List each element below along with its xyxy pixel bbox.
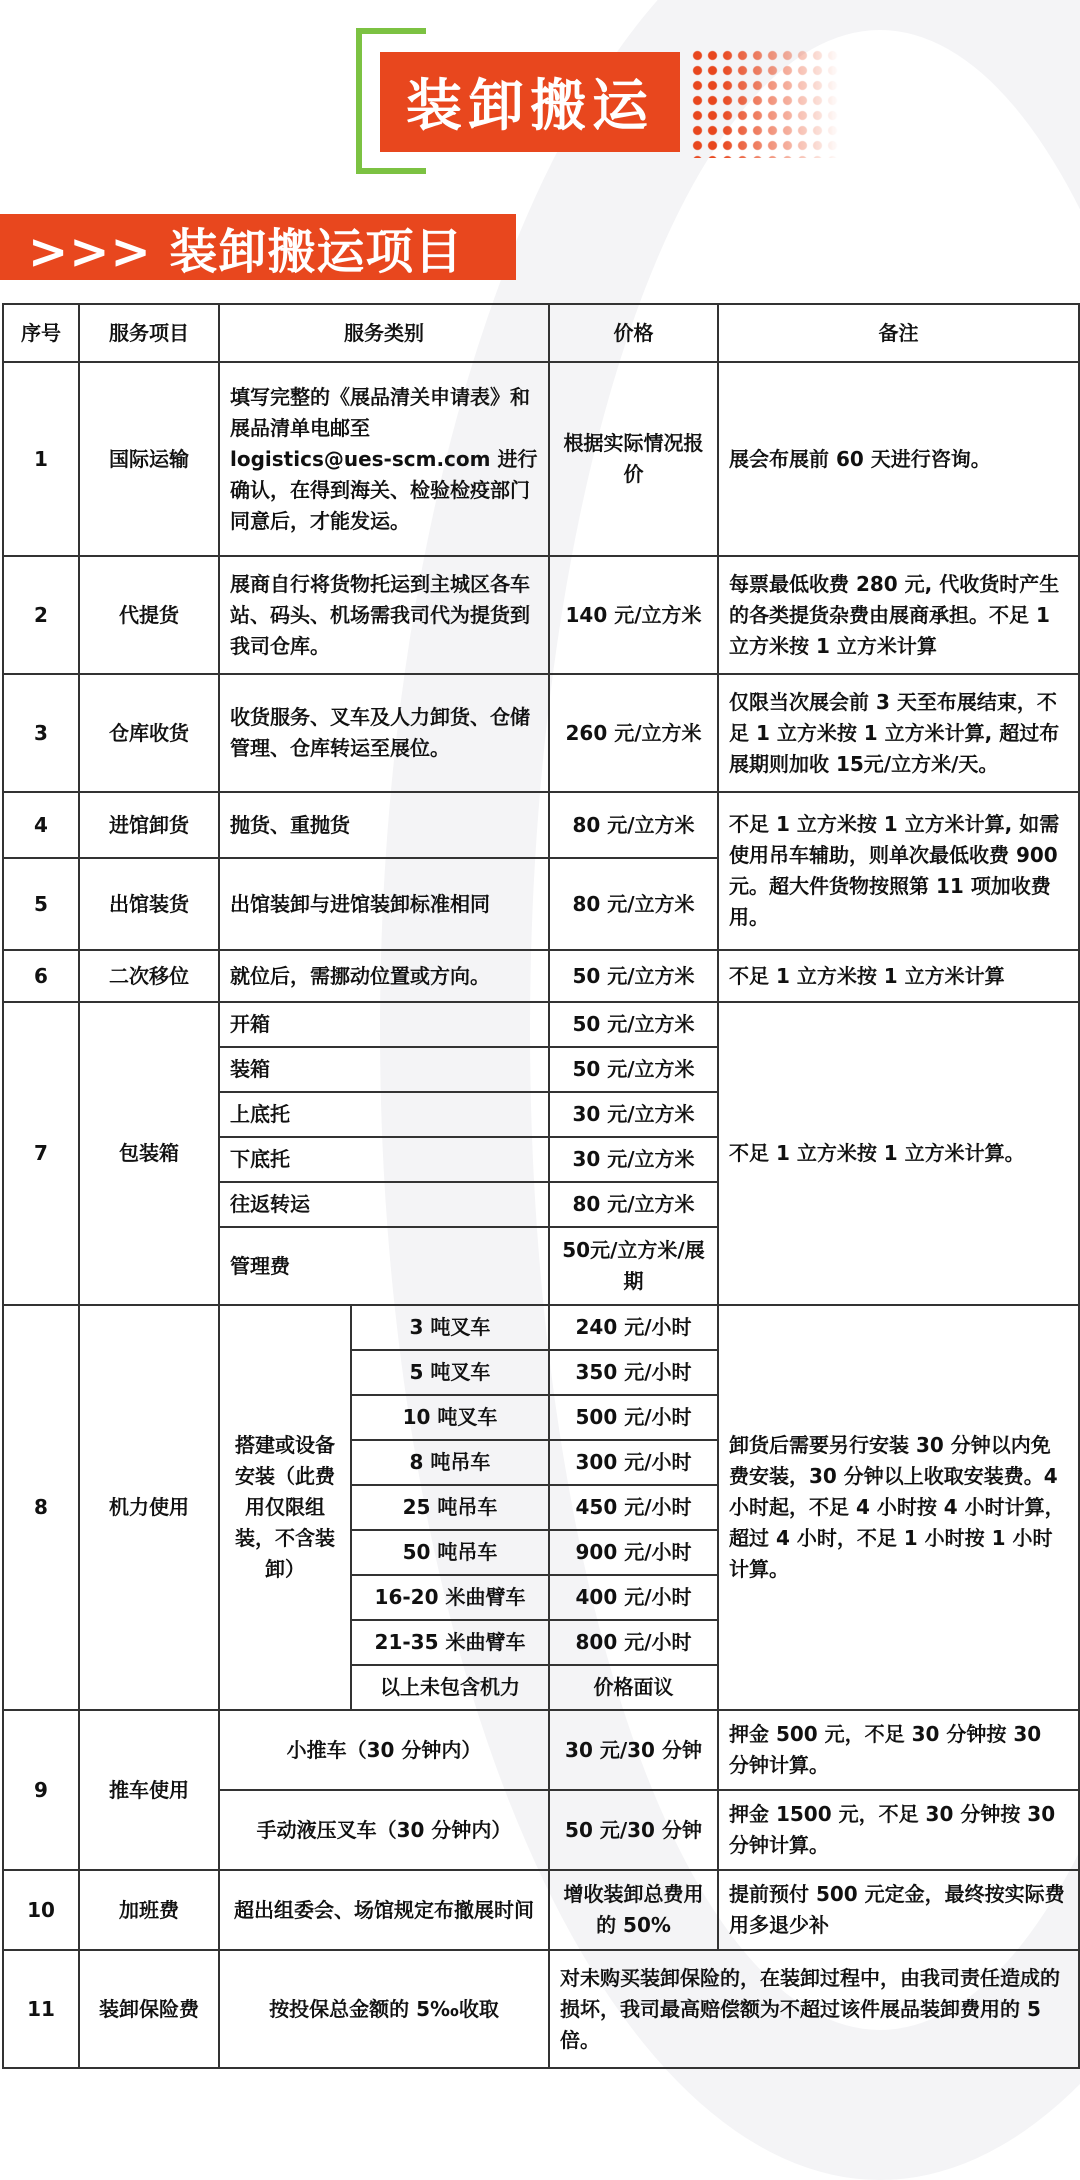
sub-item-price: 30 元/立方米 (549, 1137, 718, 1182)
row-category: 展商自行将货物托运到主城区各车站、码头、机场需我司代为提货到我司仓库。 (219, 556, 549, 674)
row-note: 对未购买装卸保险的，在装卸过程中，由我司责任造成的损坏，我司最高赔偿额为不超过该件展品装卸费用的 5 倍。 (549, 1950, 1079, 2068)
table-row (3, 674, 1079, 792)
table-row (3, 1950, 1079, 2068)
row-no: 7 (3, 1002, 79, 1305)
sub-item-name: 10 吨叉车 (351, 1395, 549, 1440)
row-no: 2 (3, 556, 79, 674)
row-item: 国际运输 (79, 362, 219, 556)
sub-item-note: 押金 500 元，不足 30 分钟按 30 分钟计算。 (718, 1710, 1079, 1790)
sub-item-name: 8 吨吊车 (351, 1440, 549, 1485)
sub-item-price: 30 元/30 分钟 (549, 1710, 718, 1790)
sub-item-name: 手动液压叉车（30 分钟内） (219, 1790, 549, 1870)
sub-item-price: 450 元/小时 (549, 1485, 718, 1530)
row-price: 80 元/立方米 (549, 792, 718, 858)
page-header (0, 0, 1080, 190)
row-no: 3 (3, 674, 79, 792)
col-header-price: 价格 (549, 304, 718, 362)
sub-item-price: 80 元/立方米 (549, 1182, 718, 1227)
sub-item-name: 上底托 (219, 1092, 549, 1137)
row-item: 加班费 (79, 1870, 219, 1950)
sub-item-name: 开箱 (219, 1002, 549, 1047)
sub-item-name: 下底托 (219, 1137, 549, 1182)
row-note: 每票最低收费 280 元, 代收货时产生的各类提货杂费由展商承担。不足 1 立方米按 1 立方米计算 (718, 556, 1079, 674)
row-item: 仓库收货 (79, 674, 219, 792)
row-note: 展会布展前 60 天进行咨询。 (718, 362, 1079, 556)
sub-item-name: 以上未包含机力 (351, 1665, 549, 1710)
sub-item-price: 240 元/小时 (549, 1305, 718, 1350)
table-row (3, 362, 1079, 556)
table-row (3, 950, 1079, 1002)
row-note: 提前预付 500 元定金，最终按实际费用多退少补 (718, 1870, 1079, 1950)
row-item: 出馆装货 (79, 858, 219, 950)
col-header-category: 服务类别 (219, 304, 549, 362)
row-price: 50 元/立方米 (549, 950, 718, 1002)
sub-item-price: 30 元/立方米 (549, 1092, 718, 1137)
dot-pattern-decoration (690, 48, 840, 158)
section-title: >>> 装卸搬运项目 (0, 214, 516, 280)
sub-item-price: 350 元/小时 (549, 1350, 718, 1395)
sub-item-name: 装箱 (219, 1047, 549, 1092)
row-item: 推车使用 (79, 1710, 219, 1870)
row-price: 140 元/立方米 (549, 556, 718, 674)
sub-item-price: 500 元/小时 (549, 1395, 718, 1440)
row-category: 出馆装卸与进馆装卸标准相同 (219, 858, 549, 950)
sub-item-note: 押金 1500 元，不足 30 分钟按 30 分钟计算。 (718, 1790, 1079, 1870)
row-price: 增收装卸总费用的 50% (549, 1870, 718, 1950)
row-category: 收货服务、叉车及人力卸货、仓储管理、仓库转运至展位。 (219, 674, 549, 792)
sub-item-price: 50 元/立方米 (549, 1002, 718, 1047)
sub-item-name: 50 吨吊车 (351, 1530, 549, 1575)
col-header-note: 备注 (718, 304, 1079, 362)
table-row (3, 792, 1079, 858)
row-note: 仅限当次展会前 3 天至布展结束，不足 1 立方米按 1 立方米计算, 超过布展期则加收 15元/立方米/天。 (718, 674, 1079, 792)
sub-item-name: 5 吨叉车 (351, 1350, 549, 1395)
sub-item-price: 50 元/30 分钟 (549, 1790, 718, 1870)
row-category: 就位后，需挪动位置或方向。 (219, 950, 549, 1002)
page-title: 装卸搬运 (380, 52, 680, 152)
row-item: 包装箱 (79, 1002, 219, 1305)
col-header-item: 服务项目 (79, 304, 219, 362)
col-header-no: 序号 (3, 304, 79, 362)
sub-item-price: 400 元/小时 (549, 1575, 718, 1620)
sub-item-name: 小推车（30 分钟内） (219, 1710, 549, 1790)
table-row (3, 1870, 1079, 1950)
price-table (2, 303, 1080, 2069)
table-row (3, 1305, 1079, 1350)
sub-item-name: 往返转运 (219, 1182, 549, 1227)
row-no: 6 (3, 950, 79, 1002)
row-note: 不足 1 立方米按 1 立方米计算, 如需使用吊车辅助，则单次最低收费 900 元。超大件货物按照第 11 项加收费用。 (718, 792, 1079, 950)
row-price: 根据实际情况报价 (549, 362, 718, 556)
row-no: 11 (3, 1950, 79, 2068)
row-item: 代提货 (79, 556, 219, 674)
row-no: 9 (3, 1710, 79, 1870)
sub-item-price: 50元/立方米/展期 (549, 1227, 718, 1305)
row-note: 不足 1 立方米按 1 立方米计算。 (718, 1002, 1079, 1305)
row-category: 抛货、重抛货 (219, 792, 549, 858)
sub-item-name: 16-20 米曲臂车 (351, 1575, 549, 1620)
sub-item-price: 800 元/小时 (549, 1620, 718, 1665)
row-note: 不足 1 立方米按 1 立方米计算 (718, 950, 1079, 1002)
table-row (3, 1710, 1079, 1790)
sub-item-name: 25 吨吊车 (351, 1485, 549, 1530)
row-no: 1 (3, 362, 79, 556)
row-no: 4 (3, 792, 79, 858)
sub-item-price: 900 元/小时 (549, 1530, 718, 1575)
sub-item-price: 价格面议 (549, 1665, 718, 1710)
table-row (3, 556, 1079, 674)
row-category-group: 搭建或设备安装（此费用仅限组装，不含装卸） (219, 1305, 351, 1710)
row-no: 5 (3, 858, 79, 950)
row-no: 10 (3, 1870, 79, 1950)
row-price: 260 元/立方米 (549, 674, 718, 792)
row-category: 超出组委会、场馆规定布撤展时间 (219, 1870, 549, 1950)
row-item: 进馆卸货 (79, 792, 219, 858)
row-no: 8 (3, 1305, 79, 1710)
sub-item-name: 21-35 米曲臂车 (351, 1620, 549, 1665)
row-note: 卸货后需要另行安装 30 分钟以内免费安装，30 分钟以上收取安装费。4 小时起，不足 4 小时按 4 小时计算，超过 4 小时，不足 1 小时按 1 小时计算。 (718, 1305, 1079, 1710)
row-category: 按投保总金额的 5‰收取 (219, 1950, 549, 2068)
sub-item-name: 管理费 (219, 1227, 549, 1305)
row-item: 二次移位 (79, 950, 219, 1002)
table-row (3, 1002, 1079, 1047)
sub-item-name: 3 吨叉车 (351, 1305, 549, 1350)
sub-item-price: 50 元/立方米 (549, 1047, 718, 1092)
row-category: 填写完整的《展品清关申请表》和展品清单电邮至 logistics@ues-scm.com 进行确认，在得到海关、检验检疫部门同意后，才能发运。 (219, 362, 549, 556)
table-header-row (3, 304, 1079, 362)
row-item: 装卸保险费 (79, 1950, 219, 2068)
sub-item-price: 300 元/小时 (549, 1440, 718, 1485)
row-item: 机力使用 (79, 1305, 219, 1710)
row-price: 80 元/立方米 (549, 858, 718, 950)
